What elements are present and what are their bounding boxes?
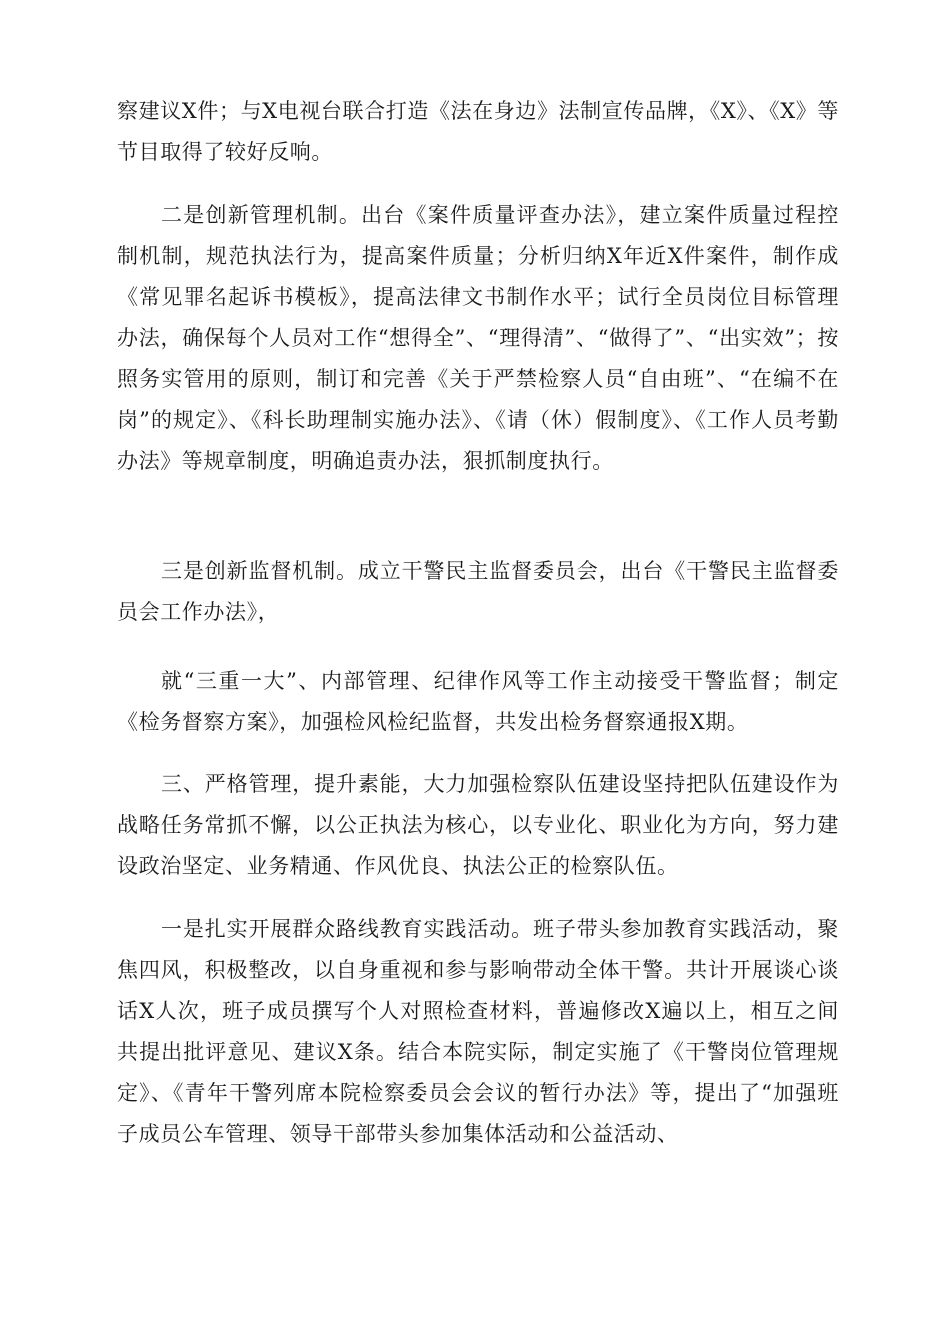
paragraph-continuation: 察建议X件；与X电视台联合打造《法在身边》法制宣传品牌，《X》、《X》等节目取得了较好反响。 [117,99,839,164]
paragraph-management-mechanism: 二是创新管理机制。出台《案件质量评查办法》，建立案件质量过程控制机制，规范执法行为，提高案件质量；分析归纳X年近X件案件，制作成《常见罪名起诉书模板》，提高法律文书制作水平；试行全员岗位目标管理办法，确保每个人员对工作“想得全”、“理得清”、“做得了”、“出实效”；按照务实管用的原则，制订和完善《关于严禁检察人员“自由班”、“在编不在岗”的规定》、《科长助理制实施办法》、《请（休）假制度》、《工作人员考勤办法》等规章制度，明确追责办法，狠抓制度执行。 [117,203,839,473]
paragraph-supervision-mechanism: 三是创新监督机制。成立干警民主监督委员会，出台《干警民主监督委员会工作办法》， [117,559,839,624]
paragraph-section-three: 三、严格管理，提升素能，大力加强检察队伍建设坚持把队伍建设作为战略任务常抓不懈，以公正执法为核心，以专业化、职业化为方向，努力建设政治坚定、业务精通、作风优良、执法公正的检察队伍。 [117,772,839,878]
paragraph-education-activity: 一是扎实开展群众路线教育实践活动。班子带头参加教育实践活动，聚焦四风，积极整改，以自身重视和参与影响带动全体干警。共计开展谈心谈话X人次，班子成员撰写个人对照检查材料，普遍修改X遍以上，相互之间共提出批评意见、建议X条。结合本院实际，制定实施了《干警岗位管理规定》、《青年干警列席本院检察委员会会议的暂行办法》等，提出了“加强班子成员公车管理、领导干部带头参加集体活动和公益活动、 [117,917,839,1146]
paragraph-supervision-detail: 就“三重一大”、内部管理、纪律作风等工作主动接受干警监督；制定《检务督察方案》，加强检风检纪监督，共发出检务督察通报X期。 [117,669,839,734]
